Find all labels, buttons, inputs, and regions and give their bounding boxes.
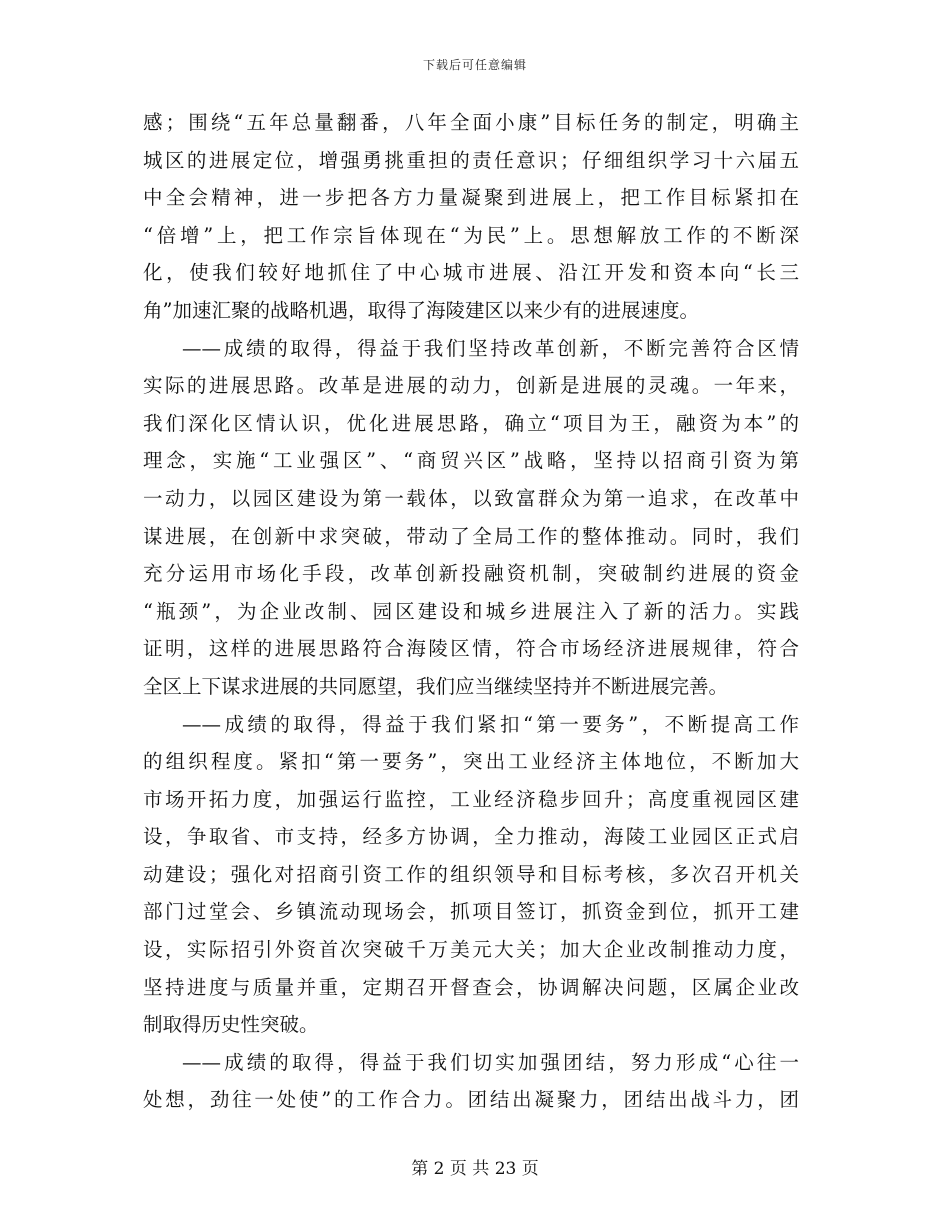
text-line: 我们深化区情认识，优化进展思路，确立“项目为王，融资为本”的 — [143, 411, 799, 435]
document-body — [143, 104, 799, 1119]
text-line: ——成绩的取得，得益于我们切实加强团结，努力形成“心往一 — [182, 1050, 799, 1074]
text-line: 设，实际招引外资首次突破千万美元大关；加大企业改制推动力度， — [143, 938, 799, 962]
text-line: 一动力，以园区建设为第一载体，以致富群众为第一追求，在改革中 — [143, 486, 799, 510]
page-header: 下载后可任意编辑 — [422, 58, 527, 72]
text-line: 全区上下谋求进展的共同愿望，我们应当继续坚持并不断进展完善。 — [143, 674, 729, 698]
text-line: 处想，劲往一处使”的工作合力。团结出凝聚力，团结出战斗力，团 — [143, 1088, 799, 1112]
text-line: 的组织程度。紧扣“第一要务”，突出工业经济主体地位，不断加大 — [143, 750, 799, 774]
text-line: ——成绩的取得，得益于我们紧扣“第一要务”，不断提高工作 — [182, 712, 799, 736]
page-number: 第 2 页 共 23 页 — [411, 1159, 539, 1179]
text-line: 制取得历史性突破。 — [143, 1013, 319, 1037]
text-line: 理念，实施“工业强区”、“商贸兴区”战略，坚持以招商引资为第 — [143, 449, 799, 473]
text-line: 设，争取省、市支持，经多方协调，全力推动，海陵工业园区正式启 — [143, 825, 799, 849]
text-line: 部门过堂会、乡镇流动现场会，抓项目签订，抓资金到位，抓开工建 — [143, 900, 799, 924]
text-line: 实际的进展思路。改革是进展的动力，创新是进展的灵魂。一年来， — [143, 374, 799, 398]
text-line: 市场开拓力度，加强运行监控，工业经济稳步回升；高度重视园区建 — [143, 787, 799, 811]
text-line: 化，使我们较好地抓住了中心城市进展、沿江开发和资本向“长三 — [143, 261, 799, 285]
text-line: 中全会精神，进一步把各方力量凝聚到进展上，把工作目标紧扣在 — [143, 186, 799, 210]
text-line: 证明，这样的进展思路符合海陵区情，符合市场经济进展规律，符合 — [143, 637, 799, 661]
text-line: “瓶颈”，为企业改制、园区建设和城乡进展注入了新的活力。实践 — [143, 599, 799, 623]
text-line: 充分运用市场化手段，改革创新投融资机制，突破制约进展的资金 — [143, 562, 799, 586]
text-line: 感；围绕“五年总量翻番，八年全面小康”目标任务的制定，明确主 — [143, 111, 799, 134]
text-line: 动建设；强化对招商引资工作的组织领导和目标考核，多次召开机关 — [143, 862, 799, 886]
text-line: 坚持进度与质量并重，定期召开督查会，协调解决问题，区属企业改 — [143, 975, 799, 999]
text-line: 角”加速汇聚的战略机遇，取得了海陵建区以来少有的进展速度。 — [143, 298, 699, 322]
text-line: 谋进展，在创新中求突破，带动了全局工作的整体推动。同时，我们 — [143, 524, 799, 548]
text-line: “倍增”上，把工作宗旨体现在“为民”上。思想解放工作的不断深 — [143, 223, 799, 247]
text-line: ——成绩的取得，得益于我们坚持改革创新，不断完善符合区情 — [182, 336, 799, 360]
text-line: 城区的进展定位，增强勇挑重担的责任意识；仔细组织学习十六届五 — [143, 148, 799, 172]
